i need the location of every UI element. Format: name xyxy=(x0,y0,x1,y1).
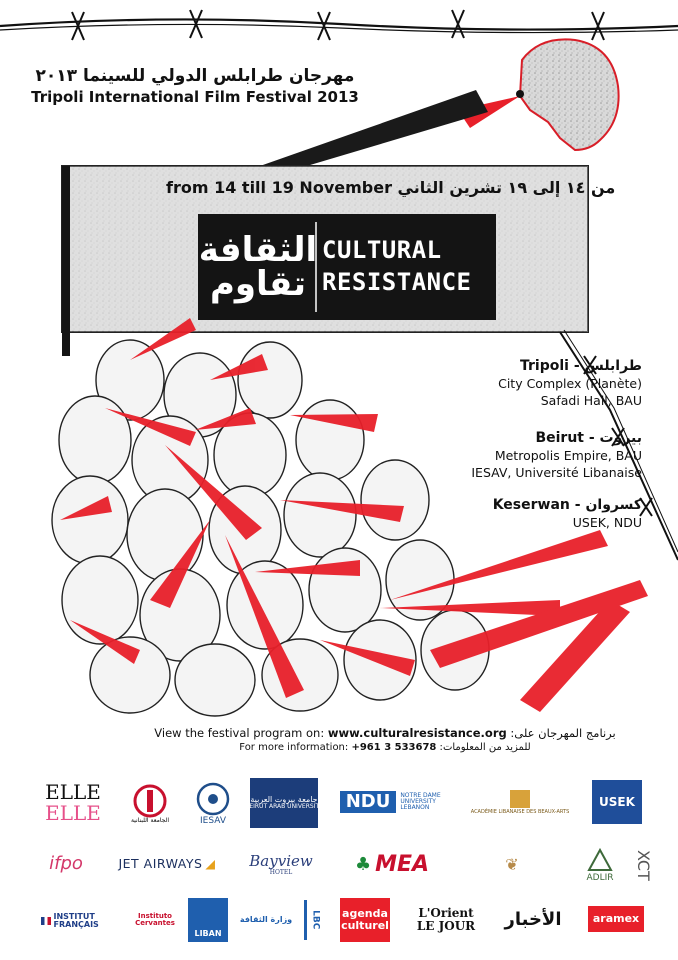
venue-place: Safadi Hall, BAU xyxy=(540,393,642,408)
venue-place: Metropolis Empire, BAU xyxy=(494,448,642,463)
sponsor-cervantes-label: Instituto Cervantes xyxy=(135,911,175,927)
sponsor-bau xyxy=(245,778,323,828)
alba-logo-icon xyxy=(508,788,532,810)
sponsor-alba-label: ACADÉMIE LIBANAISE DES BEAUX-ARTS xyxy=(470,809,570,816)
venue-city: Keserwan - كسروان xyxy=(492,497,642,513)
sponsor-ifpo-label: ifpo xyxy=(49,852,83,874)
venue-keserwan xyxy=(493,497,642,531)
sponsor-al-akhbar xyxy=(496,902,570,938)
sponsor-ministry-culture xyxy=(238,904,294,936)
sponsor-elle-2: ELLE xyxy=(45,801,101,825)
sponsor-bau-en: BEIRUT ARAB UNIVERSITY xyxy=(245,803,323,811)
info-prefix: For more information: xyxy=(239,742,352,753)
sponsor-aramex-label: aramex xyxy=(592,912,640,926)
sponsor-agenda-culturel-label: agenda culturel xyxy=(341,907,389,932)
program-prefix: View the festival program on: xyxy=(154,726,328,740)
cedar-icon: ♣ xyxy=(354,853,372,875)
sponsor-liban-label: LIBAN xyxy=(194,928,222,938)
venue-place: USEK, NDU xyxy=(572,515,642,530)
sponsor-bayview-sub: HOTEL xyxy=(269,868,293,876)
info-line xyxy=(150,742,620,753)
sponsor-elle-1: ELLE xyxy=(45,780,101,804)
sponsor-jet-airways xyxy=(110,852,224,876)
sponsor-bau-label: جامعة بيروت العربية xyxy=(250,794,318,804)
logo-english-line2: RESISTANCE xyxy=(322,268,472,296)
sponsor-lebanese-university xyxy=(122,776,178,832)
sponsor-cervantes xyxy=(132,896,178,944)
info-suffix: :للمزيد من المعلومات xyxy=(436,742,531,753)
sponsor-adlir xyxy=(572,838,628,892)
program-url-link[interactable]: www.culturalresistance.org xyxy=(327,726,507,740)
sponsor-institut-francais-label: INSTITUT FRANÇAIS xyxy=(53,911,99,929)
sponsor-lbc xyxy=(304,900,323,940)
sponsor-agenda-culturel xyxy=(340,898,390,942)
sponsor-ministry-culture-label: وزارة الثقافة xyxy=(239,914,293,924)
festival-title-arabic: مهرجان طرابلس الدولي للسينما ٢٠١٣ xyxy=(35,66,355,86)
logo-arabic xyxy=(198,222,318,312)
flag-icon xyxy=(41,917,51,925)
sponsor-jet-airways-label: JET AIRWAYS xyxy=(118,856,203,872)
barbed-wire-top xyxy=(0,10,678,40)
crowd-illustration xyxy=(52,340,489,716)
sponsor-iesav-label: IESAV xyxy=(200,816,226,827)
logo-english-line1: CULTURAL xyxy=(322,236,442,264)
building-icon xyxy=(586,846,614,874)
sponsor-lorient-le-jour-label: L'Orient LE JOUR xyxy=(416,906,476,933)
sponsor-bayview-label: Bayview xyxy=(249,851,313,870)
info-phone: +961 3 533678 xyxy=(351,742,437,753)
sponsor-usek-label: USEK xyxy=(599,794,635,809)
sponsor-iesav xyxy=(186,772,240,836)
sponsor-lebanese-university-label: الجامعة اللبنانية xyxy=(130,816,170,824)
festival-title-english: Tripoli International Film Festival 2013 xyxy=(31,88,359,106)
sponsor-lorient-le-jour xyxy=(408,902,484,938)
sponsor-xct xyxy=(630,838,654,892)
sponsor-alba xyxy=(468,780,572,824)
sponsor-liban xyxy=(188,898,228,942)
logo-arabic-line1: الثقافة xyxy=(198,230,318,270)
venue-beirut xyxy=(471,430,642,481)
sponsor-mea-label: MEA xyxy=(375,852,430,878)
venue-place: IESAV, Université Libanaise xyxy=(471,465,642,480)
sponsor-decor-logo xyxy=(462,848,562,882)
sponsor-al-akhbar-label: الأخبار xyxy=(504,908,562,930)
sponsor-adlir-label: ADLIR xyxy=(586,873,614,884)
sponsor-ndu-name: NOTRE DAME UNIVERSITY LEBANON xyxy=(400,791,441,812)
ornament-icon: ❦ xyxy=(505,854,519,874)
logo-arabic-line2: تقاوم xyxy=(209,264,307,304)
sponsor-lbc-label: LBC xyxy=(310,910,321,930)
venue-tripoli xyxy=(498,358,642,409)
program-line xyxy=(150,726,620,740)
sponsor-mea xyxy=(338,848,446,882)
festival-dates: from 14 till 19 November من ١٤ إلى ١٩ تشرين الثاني xyxy=(166,178,616,197)
sponsor-ndu xyxy=(336,784,460,820)
sponsor-aramex xyxy=(588,906,644,932)
sponsor-bayview xyxy=(244,842,318,888)
venue-place: City Complex (Planète) xyxy=(498,376,642,391)
sponsor-ifpo xyxy=(40,842,92,886)
lebanese-university-emblem-icon xyxy=(133,784,167,818)
sponsor-ndu-label: NDU xyxy=(340,791,397,814)
logo-english xyxy=(322,234,472,298)
venue-city: Tripoli - طرابلس xyxy=(520,358,642,374)
venue-city: Beirut - بيروت xyxy=(535,430,642,446)
program-suffix: :برنامج المهرجان على xyxy=(506,726,616,740)
film-reel-icon xyxy=(195,781,231,817)
sponsor-institut-francais xyxy=(38,904,112,938)
sponsor-xct-label: XCT xyxy=(633,849,653,881)
head-profile-top xyxy=(458,39,619,150)
sponsor-usek xyxy=(592,780,642,824)
sponsor-elle xyxy=(38,778,108,828)
jet-airways-icon: ◢ xyxy=(205,856,216,872)
